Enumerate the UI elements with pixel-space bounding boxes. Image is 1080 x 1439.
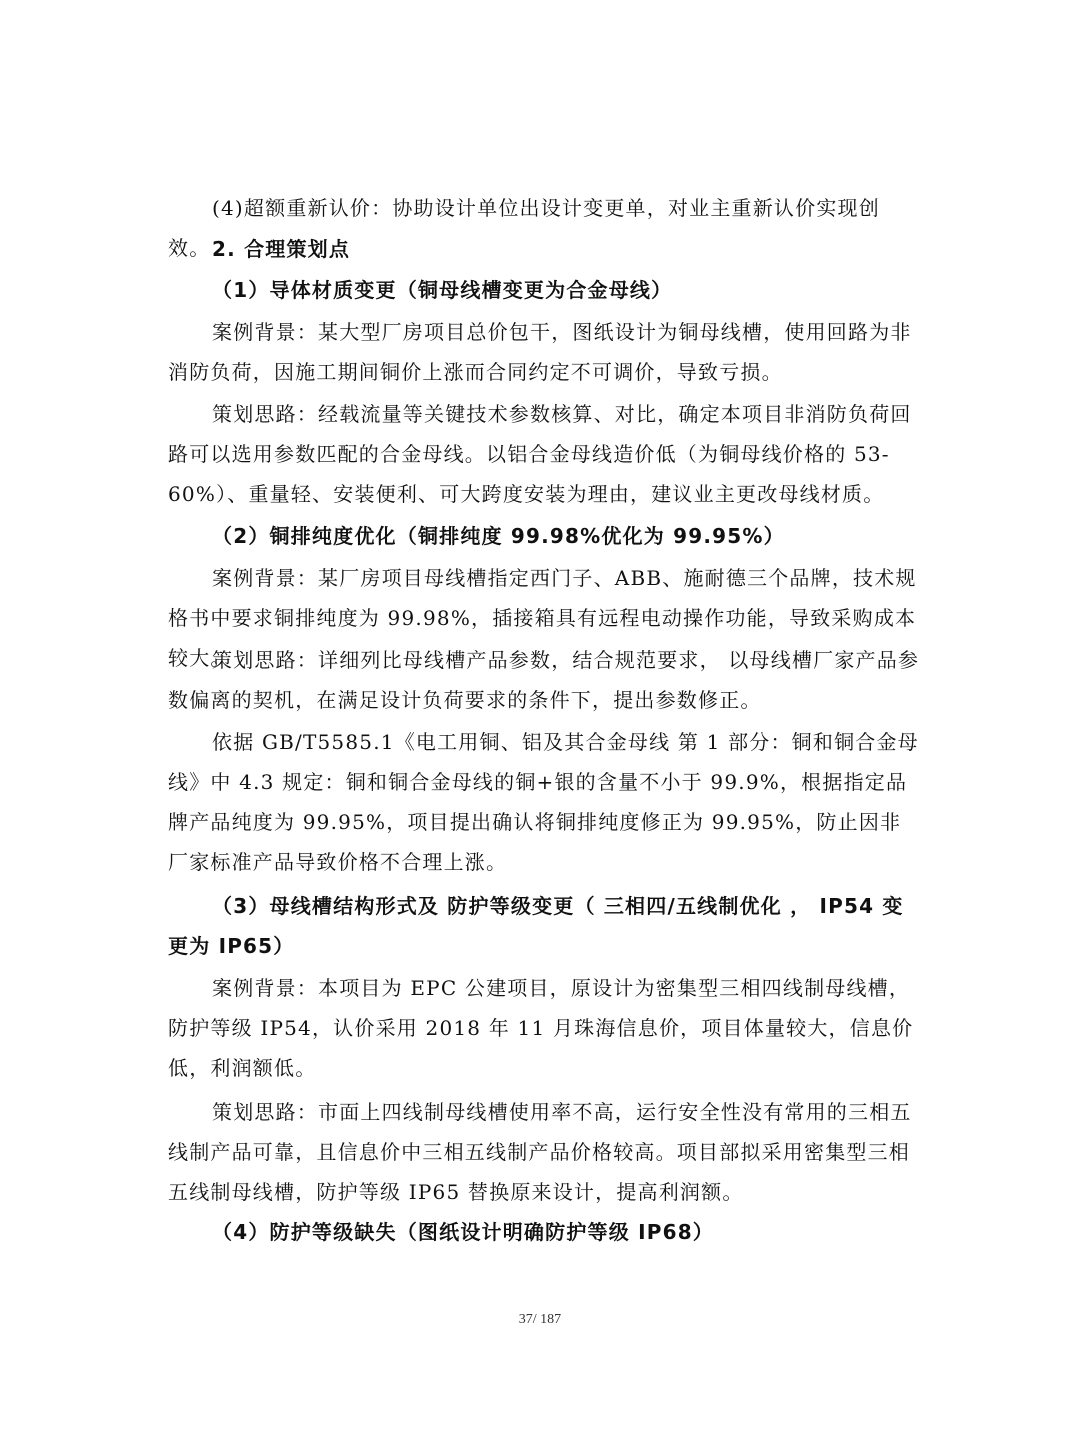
paragraph-item-1-background: 案例背景：某大型厂房项目总价包干，图纸设计为铜母线槽，使用回路为非消防负荷，因施工期间铜价上涨而合同约定不可调价，导致亏损。 xyxy=(168,320,912,384)
paragraph-overquota: (4)超额重新认价：协助设计单位出设计变更单，对业主重新认价实现创效。 xyxy=(168,196,880,260)
paragraph-item-1-plan: 策划思路：经载流量等关键技术参数核算、对比，确定本项目非消防负荷回路可以选用参数匹配的合金母线。以铝合金母线造价低（为铜母线价格的 53-60%）、重量轻、安装便利、可大跨度安装为理由，建议业主更改母线材质。 xyxy=(168,402,912,506)
heading-item-2: （2）铜排纯度优化（铜排纯度 99.98%优化为 99.95%） xyxy=(212,524,785,548)
heading-planning-points: 2. 合理策划点 xyxy=(212,237,351,261)
paragraph-item-2-background: 案例背景：某厂房项目母线槽指定西门子、ABB、施耐德三个品牌，技术规格书中要求铜排纯度为 99.98%，插接箱具有远程电动操作功能，导致采购成本较大。 xyxy=(168,566,917,670)
paragraph-item-3-plan: 策划思路：市面上四线制母线槽使用率不高，运行安全性没有常用的三相五线制产品可靠，且信息价中三相五线制产品价格较高。项目部拟采用密集型三相五线制母线槽，防护等级 IP65 替换原来设计，提高利润额。 xyxy=(168,1100,912,1204)
paragraph-item-3-background: 案例背景：本项目为 EPC 公建项目，原设计为密集型三相四线制母线槽，防护等级 IP54，认价采用 2018 年 11 月珠海信息价，项目体量较大，信息价低，利润额低。 xyxy=(168,976,914,1080)
heading-item-3: （3）母线槽结构形式及 防护等级变更（ 三相四/五线制优化 ， IP54 变更为 IP65） xyxy=(168,894,904,958)
heading-item-4: （4）防护等级缺失（图纸设计明确防护等级 IP68） xyxy=(212,1220,715,1244)
paragraph-item-2-plan: 策划思路：详细列比母线槽产品参数，结合规范要求， 以母线槽厂家产品参数偏离的契机，在满足设计负荷要求的条件下，提出参数修正。 xyxy=(168,648,920,712)
page-number: 37/ 187 xyxy=(518,1312,562,1327)
paragraph-item-2-basis: 依据 GB/T5585.1《电工用铜、铝及其合金母线 第 1 部分：铜和铜合金母线》中 4.3 规定：铜和铜合金母线的铜+银的含量不小于 99.9%，根据指定品牌产品纯度为 99.95%，项目提出确认将铜排纯度修正为 99.95%，防止因非厂家标准产品导致价格不合理上涨。 xyxy=(168,730,919,874)
heading-item-1: （1）导体材质变更（铜母线槽变更为合金母线） xyxy=(212,278,673,302)
